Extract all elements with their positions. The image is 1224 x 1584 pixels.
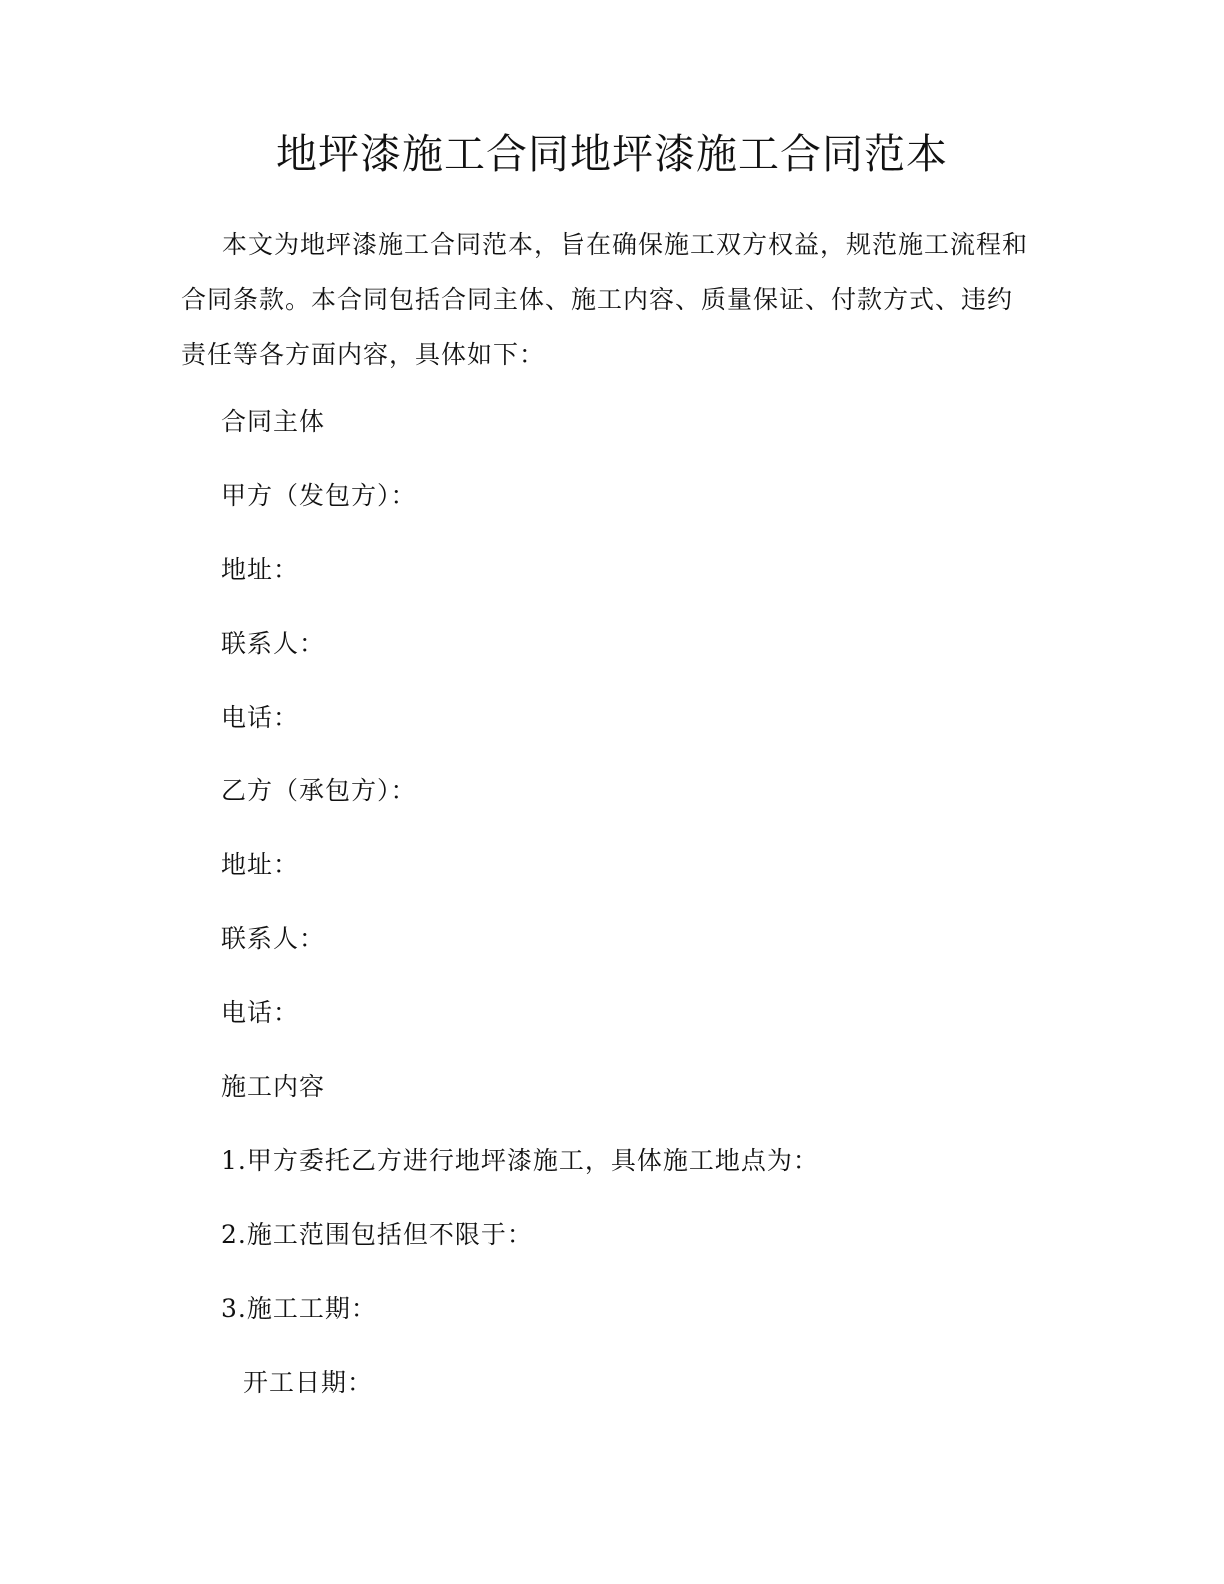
start-date-label: 开工日期： bbox=[243, 1368, 374, 1397]
clause-3: 3.施工工期： bbox=[221, 1294, 377, 1323]
party-b-contact-label: 联系人： bbox=[221, 924, 326, 953]
party-a-label: 甲方（发包方）： bbox=[221, 481, 417, 510]
intro-paragraph: 本文为地坪漆施工合同范本，旨在确保施工双方权益，规范施工流程和合同条款。本合同包括合同主体、施工内容、质量保证、付款方式、违约责任等各方面内容，具体如下： bbox=[181, 230, 1029, 369]
party-b-address-label: 地址： bbox=[221, 850, 300, 879]
party-b-label: 乙方（承包方）： bbox=[221, 776, 417, 805]
section-heading-construction-content: 施工内容 bbox=[221, 1072, 326, 1101]
clause-1: 1.甲方委托乙方进行地坪漆施工，具体施工地点为： bbox=[221, 1146, 819, 1175]
document-title: 地坪漆施工合同地坪漆施工合同范本 bbox=[276, 130, 948, 178]
party-a-address-label: 地址： bbox=[221, 555, 300, 584]
party-b-phone-label: 电话： bbox=[221, 998, 300, 1027]
party-a-contact-label: 联系人： bbox=[221, 629, 326, 658]
section-heading-contract-parties: 合同主体 bbox=[221, 407, 326, 436]
party-a-phone-label: 电话： bbox=[221, 703, 300, 732]
clause-2: 2.施工范围包括但不限于： bbox=[221, 1220, 533, 1249]
